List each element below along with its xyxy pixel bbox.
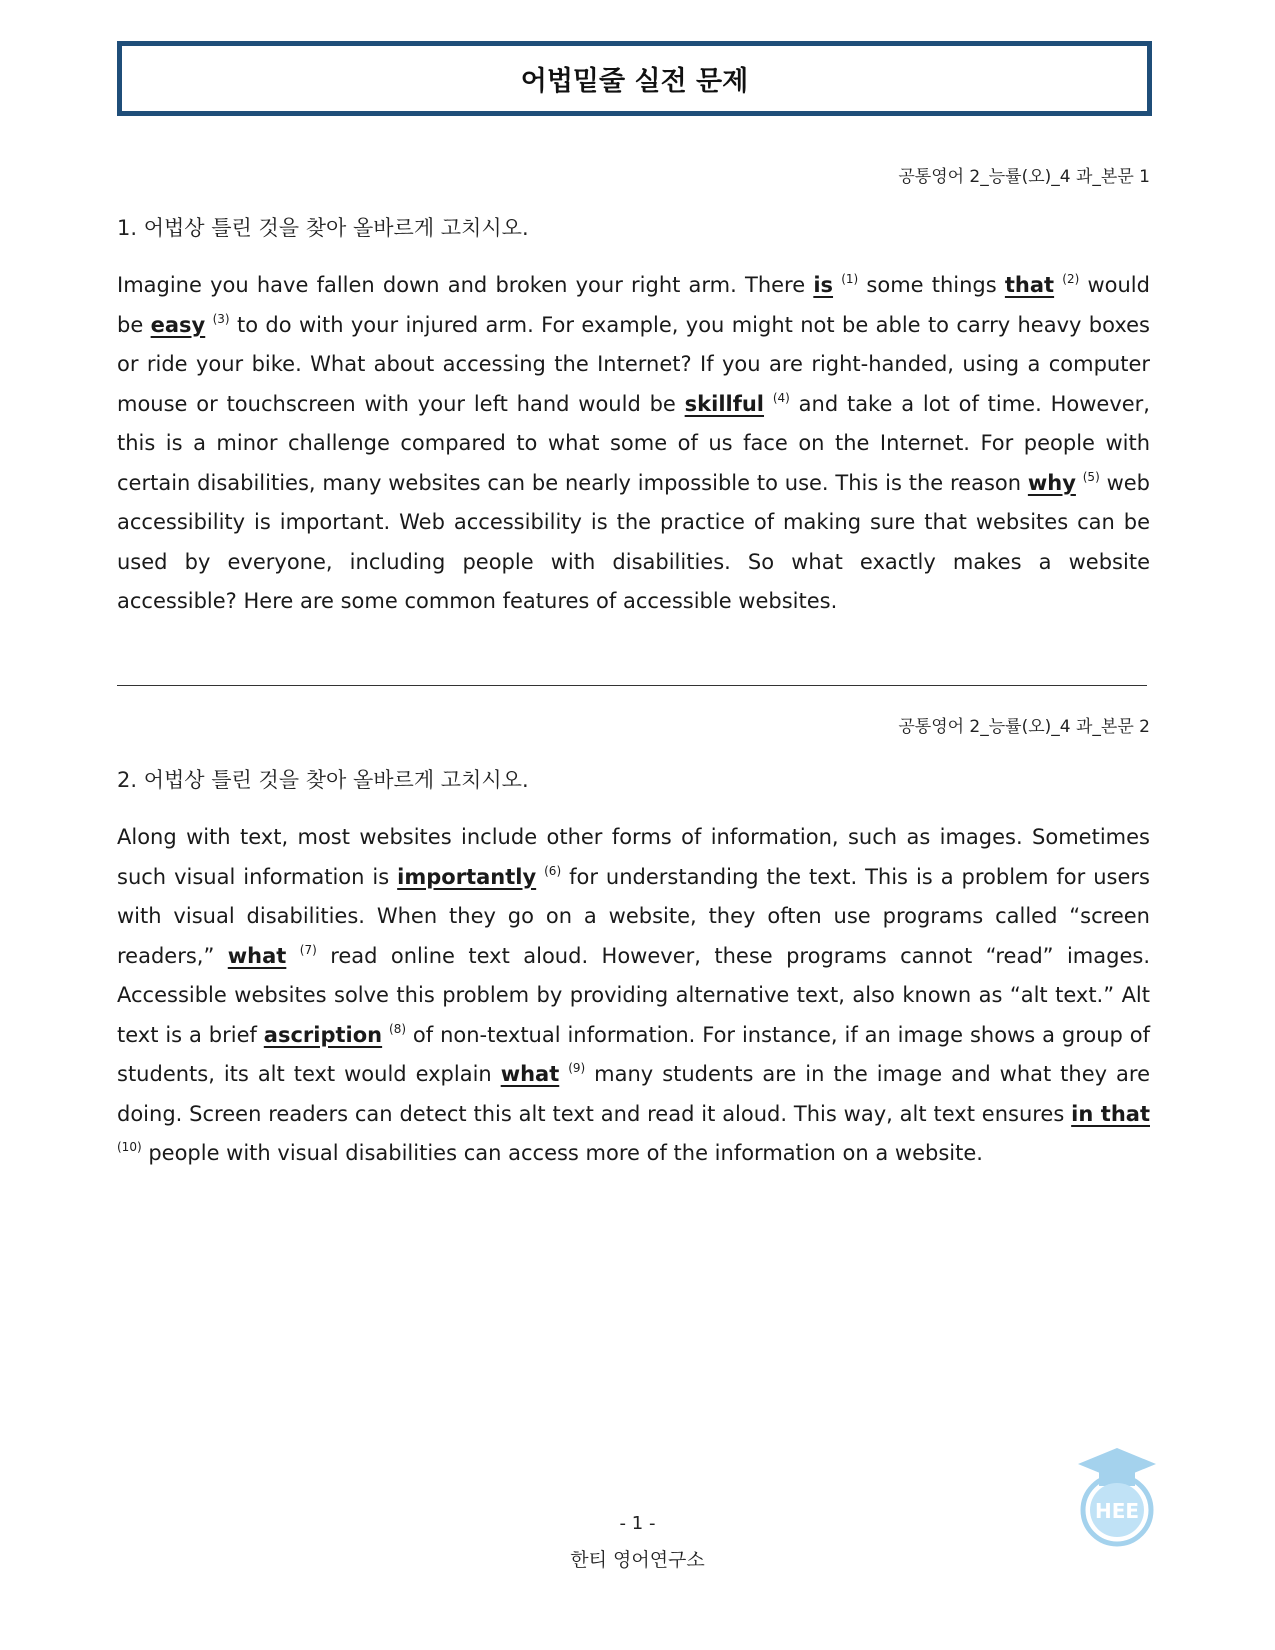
footer-organization: 한티 영어연구소 (570, 1549, 705, 1571)
source-label-2: 공통영어 2_능률(오)_4 과_본문 2 (898, 717, 1150, 737)
underlined-answer-word: in that (1071, 1101, 1150, 1126)
passage-text: some things (858, 273, 1005, 297)
underlined-answer-word: importantly (397, 864, 537, 889)
passage-text: and take a lot of time. However, this is a minor challenge compared to what some of us face on the Internet. For people with certain disabilities, many websites can be nearly impossible to use. This is the reason (117, 391, 1150, 495)
question-2: 2. 어법상 틀린 것을 찾아 올바르게 고치시오. (117, 768, 529, 792)
underlined-answer-word: is (813, 273, 834, 297)
source-label-1: 공통영어 2_능률(오)_4 과_본문 1 (898, 167, 1150, 187)
item-number: (1) (841, 272, 859, 286)
passage-text: of non-textual information. For instance, if an image shows a group of students, its alt text would explain (117, 1022, 1150, 1086)
section-divider (117, 685, 1147, 686)
passage-text: Along with text, most websites include other forms of information, such as images. Sometimes such visual information is (117, 825, 1150, 889)
passage-text: web accessibility is important. Web accessibility is the practice of making sure that websites can be used by everyone, including people with disabilities. So what exactly makes a website accessible? Here are some common features of accessible websites. (117, 470, 1150, 613)
passage-2 (117, 818, 1150, 1174)
item-number: (6) (544, 863, 562, 878)
title-box (117, 41, 1152, 116)
underlined-answer-word: what (227, 943, 287, 968)
item-number: (9) (568, 1061, 586, 1075)
hee-logo-text: HEE (1094, 1499, 1140, 1523)
passage-text: Imagine you have fallen down and broken your right arm. There (117, 273, 814, 297)
underlined-answer-word: that (1004, 273, 1055, 297)
passage-1 (117, 266, 1150, 622)
item-number: (8) (389, 1021, 407, 1036)
underlined-answer-word: ascription (263, 1022, 383, 1047)
passage-text: for understanding the text. This is a problem for users with visual disabilities. When they go on a website, they often use programs called “screen readers,” (117, 864, 1150, 968)
passage-text: people with visual disabilities can access more of the information on a website. (141, 1141, 983, 1165)
item-number: (4) (772, 390, 790, 405)
item-number: (3) (212, 311, 230, 326)
underlined-answer-word: why (1027, 470, 1076, 495)
passage-text: to do with your injured arm. For example, you might not be able to carry heavy boxes or ride your bike. What about accessing the Internet? If you are right-handed, using a computer mouse or touchscreen with your left hand would be (117, 312, 1150, 416)
item-number: (5) (1082, 469, 1100, 484)
underlined-answer-word: skillful (684, 391, 765, 416)
item-number: (10) (117, 1140, 142, 1154)
underlined-answer-word: what (500, 1062, 560, 1086)
question-1: 1. 어법상 틀린 것을 찾아 올바르게 고치시오. (117, 216, 529, 240)
page-number: - 1 - (619, 1513, 656, 1534)
passage-text: would be (117, 273, 1150, 337)
item-number: (2) (1062, 272, 1080, 286)
passage-text: read online text aloud. However, these programs cannot “read” images. Accessible websites solve this problem by providing alternative text, also known as “alt text.” Alt text is a brief (117, 943, 1150, 1047)
item-number: (7) (299, 942, 317, 957)
passage-text: many students are in the image and what they are doing. Screen readers can detect this alt text and read it aloud. This way, alt text ensures (117, 1062, 1150, 1126)
page-title: 어법밑줄 실전 문제 (520, 66, 749, 97)
underlined-answer-word: easy (150, 312, 206, 337)
